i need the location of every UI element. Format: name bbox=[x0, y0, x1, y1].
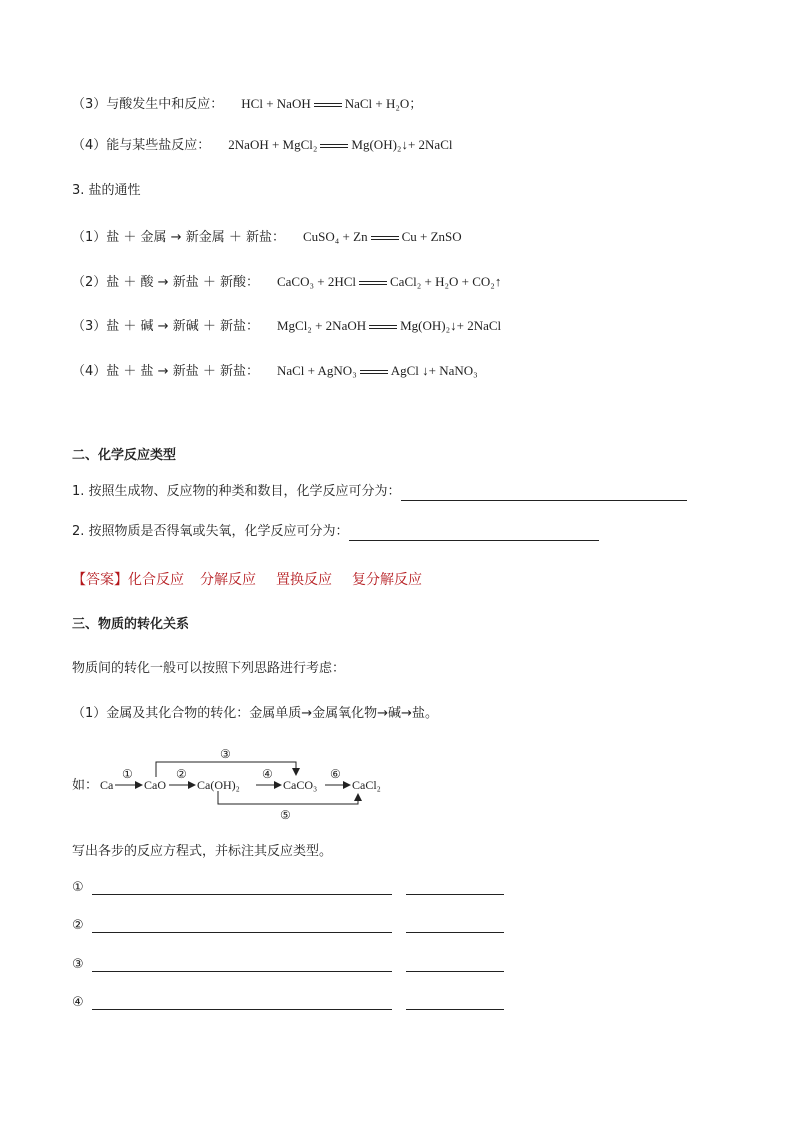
equation-left: MgCl₂ + 2NaOH bbox=[276, 318, 367, 333]
intro-paragraph: 物质间的转化一般可以按照下列思路进行考虑： bbox=[72, 661, 346, 676]
base-property-4 bbox=[72, 136, 452, 155]
answer-line bbox=[72, 571, 422, 589]
item-label: （4）能与某些盐反应： bbox=[72, 138, 211, 153]
type-blank[interactable] bbox=[406, 959, 504, 972]
item-label: （3）与酸发生中和反应： bbox=[72, 97, 224, 112]
equation-left: CuSO₄ + Zn bbox=[302, 229, 368, 244]
equals-sign bbox=[359, 281, 387, 285]
answer-item: 复分解反应 bbox=[352, 572, 422, 588]
equation-blank-row bbox=[72, 957, 504, 972]
step-2-label: ② bbox=[176, 767, 187, 781]
type-blank[interactable] bbox=[406, 920, 504, 933]
equation-blank[interactable] bbox=[92, 959, 392, 972]
equation-right: Mg(OH)₂↓+ 2NaCl bbox=[400, 318, 502, 333]
type-blank[interactable] bbox=[406, 882, 504, 895]
answer-blank[interactable] bbox=[349, 528, 599, 541]
equation-right: CaCl₂ + H₂O + CO₂↑ bbox=[390, 274, 502, 289]
equation-left: CaCO₃ + 2HCl bbox=[276, 274, 357, 289]
equation-blank-row bbox=[72, 880, 504, 895]
question-1 bbox=[72, 483, 687, 501]
equals-sign bbox=[320, 144, 348, 148]
equals-sign bbox=[360, 370, 388, 374]
step-3-label: ③ bbox=[220, 747, 231, 761]
step-6-label: ⑥ bbox=[330, 767, 341, 781]
answer-item: 分解反应 bbox=[200, 572, 256, 588]
item-label: （4）盐 ＋ 盐 → 新盐 ＋ 新盐： bbox=[72, 364, 259, 379]
step-5-label: ⑤ bbox=[280, 808, 291, 822]
equation-blank-row bbox=[72, 995, 504, 1010]
item-label: （3）盐 ＋ 碱 → 新碱 ＋ 新盐： bbox=[72, 319, 259, 334]
salt-property-1 bbox=[72, 228, 462, 247]
arrow-5 bbox=[218, 791, 358, 804]
equation-right: Cu + ZnSO bbox=[401, 229, 462, 244]
equation-right: NaCl + H₂O； bbox=[344, 96, 423, 111]
step-1-label: ① bbox=[122, 767, 133, 781]
node-caoh2: Ca(OH)₂ bbox=[197, 778, 240, 792]
row-number: ② bbox=[72, 918, 84, 933]
salt-property-4 bbox=[72, 362, 478, 381]
question-2 bbox=[72, 523, 599, 541]
question-text: 2. 按照物质是否得氧或失氧，化学反应可分为： bbox=[72, 524, 349, 539]
item-label: （1）盐 ＋ 金属 → 新金属 ＋ 新盐： bbox=[72, 230, 285, 245]
answer-item: 化合反应 bbox=[128, 572, 184, 588]
diagram-prefix: 如： bbox=[72, 777, 99, 792]
type-blank[interactable] bbox=[406, 997, 504, 1010]
node-ca: Ca bbox=[100, 778, 114, 792]
node-cacl2: CaCl₂ bbox=[352, 778, 381, 792]
equation-left: HCl + NaOH bbox=[241, 96, 311, 111]
equation-left: NaCl + AgNO₃ bbox=[276, 363, 357, 378]
equation-blank[interactable] bbox=[92, 882, 392, 895]
node-cao: CaO bbox=[144, 778, 166, 792]
equation-left: 2NaOH + MgCl₂ bbox=[228, 137, 318, 152]
equation-blank[interactable] bbox=[92, 920, 392, 933]
equation-blank-row bbox=[72, 918, 504, 933]
answer-item: 置换反应 bbox=[276, 572, 332, 588]
salt-property-3 bbox=[72, 317, 501, 336]
step-4-label: ④ bbox=[262, 767, 273, 781]
section-heading-3: 三、物质的转化关系 bbox=[72, 617, 190, 632]
equation-right: AgCl ↓+ NaNO₃ bbox=[390, 363, 478, 378]
item-label: （2）盐 ＋ 酸 → 新盐 ＋ 新酸： bbox=[72, 275, 259, 290]
base-property-3 bbox=[72, 95, 422, 114]
equation-right: Mg(OH)₂↓+ 2NaCl bbox=[351, 137, 453, 152]
section-heading-2: 二、化学反应类型 bbox=[72, 448, 177, 463]
question-text: 1. 按照生成物、反应物的种类和数目，化学反应可分为： bbox=[72, 484, 401, 499]
instruction: 写出各步的反应方程式，并标注其反应类型。 bbox=[72, 844, 333, 859]
node-caco3: CaCO₃ bbox=[283, 778, 318, 792]
answer-blank[interactable] bbox=[401, 488, 687, 501]
equals-sign bbox=[369, 325, 397, 329]
conversion-diagram bbox=[68, 742, 408, 824]
answer-tag: 【答案】 bbox=[72, 572, 128, 588]
salt-section-title: 3. 盐的通性 bbox=[72, 183, 141, 198]
equals-sign bbox=[371, 236, 399, 240]
salt-property-2 bbox=[72, 273, 501, 292]
metal-conversion-title: （1）金属及其化合物的转化：金属单质→金属氧化物→碱→盐。 bbox=[72, 706, 438, 721]
row-number: ① bbox=[72, 880, 84, 895]
equation-blank[interactable] bbox=[92, 997, 392, 1010]
equals-sign bbox=[314, 103, 342, 107]
row-number: ④ bbox=[72, 995, 84, 1010]
row-number: ③ bbox=[72, 957, 84, 972]
